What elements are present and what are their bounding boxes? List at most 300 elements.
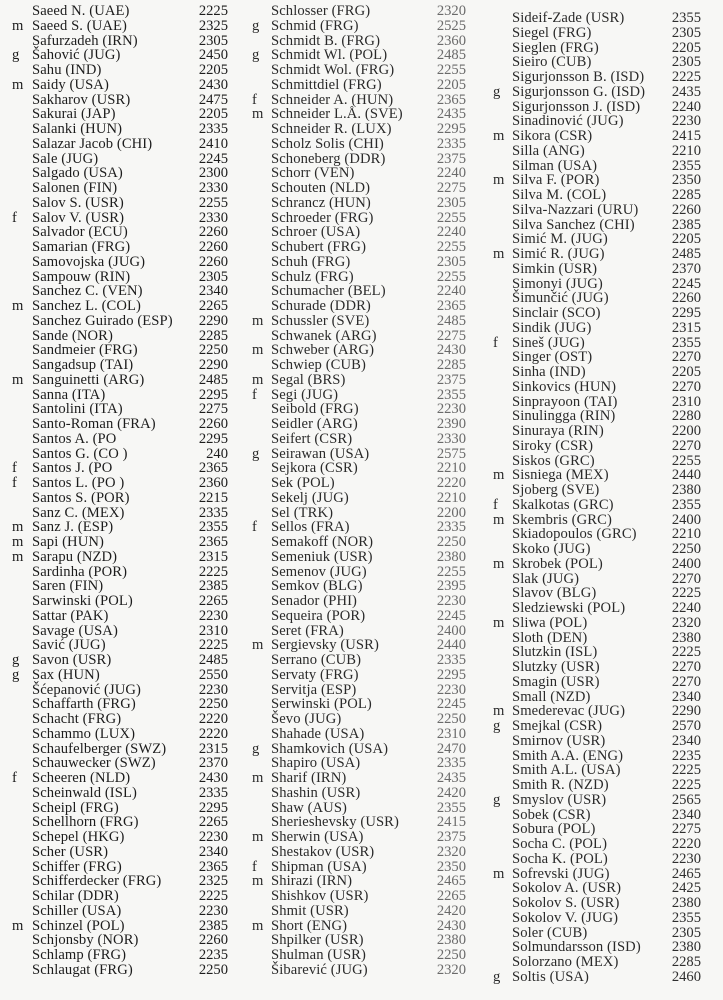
player-rating: 2230	[198, 607, 228, 624]
player-row	[12, 491, 232, 506]
player-name: Sliwa (POL)	[512, 614, 588, 631]
player-rating: 2250	[198, 696, 228, 713]
player-name: Sanguinetti (ARG)	[32, 371, 145, 388]
player-row	[12, 742, 232, 757]
player-name: Schlosser (FRG)	[271, 3, 371, 19]
player-rating: 2410	[198, 135, 228, 152]
title-mark: m	[12, 519, 24, 536]
title-mark: f	[12, 475, 17, 491]
player-rating: 2360	[436, 32, 466, 49]
player-name: Schiffer (FRG)	[32, 858, 122, 875]
player-rating: 2425	[671, 880, 701, 897]
player-row	[252, 48, 470, 63]
player-name: Semakoff (NOR)	[271, 534, 374, 550]
player-row	[493, 778, 711, 793]
player-rating: 2205	[436, 76, 466, 93]
title-mark: f	[252, 91, 257, 108]
player-rating: 2205	[671, 364, 701, 380]
title-mark: m	[252, 637, 264, 654]
player-row	[493, 793, 711, 808]
player-row	[493, 631, 711, 646]
player-name: Smagin (USR)	[512, 673, 600, 690]
title-mark: m	[493, 865, 505, 882]
player-name: Salov S. (USR)	[32, 194, 124, 211]
player-name: Saeed N. (UAE)	[32, 3, 130, 19]
player-row	[252, 461, 470, 476]
player-row	[493, 262, 711, 277]
player-row	[12, 638, 232, 653]
player-rating: 2275	[198, 401, 228, 418]
player-rating: 2245	[436, 696, 466, 713]
player-name: Shmit (USR)	[271, 902, 349, 919]
player-name: Sokolov S. (USR)	[512, 895, 620, 911]
player-name: Skiadopoulos (GRC)	[512, 526, 637, 543]
player-rating: 2320	[436, 961, 466, 978]
title-mark: m	[252, 829, 264, 845]
player-name: Slak (JUG)	[512, 570, 580, 587]
player-name: Sloth (DEN)	[512, 629, 588, 646]
player-rating: 2225	[671, 777, 701, 793]
player-name: Siegel (FRG)	[512, 24, 592, 41]
player-name: Schuh (FRG)	[271, 253, 351, 270]
player-name: Skalkotas (GRC)	[512, 496, 614, 513]
player-rating: 2365	[198, 460, 228, 477]
player-rating: 2255	[436, 563, 466, 580]
player-row	[12, 668, 232, 683]
player-rating: 2280	[671, 408, 701, 425]
player-rating: 2285	[671, 187, 701, 203]
player-row	[252, 506, 470, 521]
player-name: Simić M. (JUG)	[512, 231, 608, 248]
player-rating: 2290	[198, 357, 228, 373]
player-rating: 2430	[198, 76, 228, 93]
player-name: Scheinwald (ISL)	[32, 784, 137, 801]
player-rating: 2385	[198, 917, 228, 934]
player-rating: 2300	[198, 165, 228, 182]
player-row	[252, 727, 470, 742]
player-name: Shestakov (USR)	[271, 843, 375, 860]
player-rating: 2370	[671, 260, 701, 277]
player-row	[493, 306, 711, 321]
player-name: Sarapu (NZD)	[32, 548, 118, 565]
player-row	[493, 203, 711, 218]
player-name: Schmidt Wl. (POL)	[271, 47, 388, 64]
player-row	[493, 896, 711, 911]
player-rating: 2315	[198, 548, 228, 565]
player-row	[12, 78, 232, 93]
player-rating: 2380	[671, 629, 701, 646]
player-row	[12, 594, 232, 609]
player-name: Schumacher (BEL)	[271, 283, 386, 300]
player-row	[493, 527, 711, 542]
player-name: Socha K. (POL)	[512, 850, 608, 867]
player-rating: 2210	[436, 460, 466, 477]
player-name: Santos S. (POR)	[32, 489, 130, 506]
player-name: Sjoberg (SVE)	[512, 482, 600, 498]
player-name: Šćepanović (JUG)	[32, 681, 141, 698]
player-row	[12, 771, 232, 786]
player-row	[12, 284, 232, 299]
player-name: Seifert (CSR)	[271, 430, 353, 447]
player-name: Sinulingga (RIN)	[512, 408, 616, 425]
player-row	[252, 683, 470, 698]
player-name: Sanchez L. (COL)	[32, 298, 141, 314]
title-mark: m	[12, 76, 24, 93]
player-rating: 2305	[671, 54, 701, 71]
player-name: Sarwinski (POL)	[32, 593, 133, 609]
player-name: Skrobek (POL)	[512, 555, 603, 572]
player-name: Semeniuk (USR)	[271, 548, 373, 565]
player-rating: 2400	[671, 555, 701, 572]
player-row	[252, 255, 470, 270]
title-mark: m	[493, 246, 505, 262]
player-name: Savić (JUG)	[32, 637, 106, 654]
player-rating: 2230	[671, 850, 701, 867]
player-rating: 2250	[198, 961, 228, 978]
player-rating: 2380	[671, 482, 701, 498]
player-name: Sardinha (POR)	[32, 563, 128, 580]
player-name: Sofrevski (JUG)	[512, 865, 610, 882]
player-row	[493, 645, 711, 660]
player-row	[252, 933, 470, 948]
player-name: Slavov (BLG)	[512, 585, 597, 602]
player-row	[12, 845, 232, 860]
player-rating: 2350	[436, 858, 466, 875]
player-rating: 2335	[198, 504, 228, 521]
player-row	[252, 284, 470, 299]
player-rating: 2525	[436, 17, 466, 34]
player-name: Simkin (USR)	[512, 260, 598, 277]
player-row	[252, 550, 470, 565]
player-rating: 2485	[436, 312, 466, 329]
player-row	[12, 506, 232, 521]
player-rating: 2485	[198, 652, 228, 668]
player-row	[252, 329, 470, 344]
player-rating: 2440	[436, 637, 466, 654]
title-mark: g	[252, 445, 260, 462]
player-row	[12, 107, 232, 122]
title-mark: f	[12, 770, 17, 786]
player-rating: 2245	[436, 607, 466, 624]
player-name: Sledziewski (POL)	[512, 600, 626, 616]
player-row	[252, 432, 470, 447]
player-row	[12, 93, 232, 108]
player-rating: 2270	[671, 673, 701, 690]
title-mark: m	[252, 770, 264, 786]
player-row	[493, 955, 711, 970]
player-row	[252, 225, 470, 240]
player-name: Servaty (FRG)	[271, 666, 359, 683]
player-rating: 2310	[436, 725, 466, 742]
player-rating: 2335	[198, 121, 228, 137]
title-mark: f	[493, 334, 498, 351]
player-row	[252, 402, 470, 417]
player-row	[252, 211, 470, 226]
player-name: Segi (JUG)	[271, 386, 339, 403]
player-row	[493, 852, 711, 867]
title-mark: f	[252, 386, 257, 403]
player-rating: 2380	[671, 895, 701, 911]
player-rating: 2220	[436, 475, 466, 491]
player-row	[252, 137, 470, 152]
player-row	[252, 417, 470, 432]
player-rating: 2295	[671, 305, 701, 321]
player-rating: 2320	[436, 3, 466, 19]
player-row	[493, 218, 711, 233]
player-row	[252, 786, 470, 801]
player-row	[12, 874, 232, 889]
player-name: Sokolov A. (USR)	[512, 880, 622, 897]
player-rating: 2240	[436, 283, 466, 300]
player-row	[12, 181, 232, 196]
player-rating: 2285	[671, 954, 701, 970]
player-name: Schmittdiel (FRG)	[271, 76, 382, 93]
player-row	[12, 712, 232, 727]
player-rating: 2365	[198, 858, 228, 875]
player-row	[493, 690, 711, 705]
player-row	[12, 609, 232, 624]
player-name: Sinuraya (RIN)	[512, 423, 604, 439]
player-rating: 2245	[671, 275, 701, 292]
title-mark: m	[493, 614, 505, 631]
player-row	[493, 881, 711, 896]
player-row	[493, 114, 711, 129]
player-row	[252, 388, 470, 403]
column-2	[252, 4, 470, 978]
player-name: Safurzadeh (IRN)	[32, 32, 138, 49]
title-mark: g	[493, 83, 501, 100]
player-name: Smith A.L. (USA)	[512, 762, 621, 779]
title-mark: g	[493, 968, 501, 985]
player-name: Salgado (USA)	[32, 165, 123, 182]
player-name: Sigurjonsson G. (ISD)	[512, 83, 646, 100]
player-rating: 2315	[671, 319, 701, 336]
player-rating: 2420	[436, 784, 466, 801]
player-name: Seidler (ARG)	[271, 416, 358, 432]
player-row	[12, 299, 232, 314]
player-rating: 2220	[671, 836, 701, 852]
player-name: Skoko (JUG)	[512, 541, 591, 557]
title-mark: m	[252, 342, 264, 359]
player-name: Sobura (POL)	[512, 821, 596, 838]
player-rating: 2265	[198, 298, 228, 314]
player-rating: 2365	[436, 91, 466, 108]
player-rating: 2310	[198, 622, 228, 639]
player-row	[12, 122, 232, 137]
player-row	[493, 41, 711, 56]
player-rating: 2250	[436, 534, 466, 550]
player-name: Semenov (JUG)	[271, 563, 367, 580]
player-name: Samarian (FRG)	[32, 239, 131, 255]
player-name: Sandmeier (FRG)	[32, 342, 138, 359]
player-name: Smith R. (NZD)	[512, 777, 609, 793]
player-name: Sande (NOR)	[32, 327, 113, 344]
player-name: Salvador (ECU)	[32, 224, 128, 241]
player-row	[493, 867, 711, 882]
player-name: Schaufelberger (SWZ)	[32, 740, 167, 757]
player-name: Sanchez C. (VEN)	[32, 283, 143, 300]
player-name: Sineš (JUG)	[512, 334, 585, 351]
player-row	[252, 373, 470, 388]
player-rating: 2255	[436, 209, 466, 226]
player-name: Sattar (PAK)	[32, 607, 109, 624]
player-rating: 2200	[436, 504, 466, 521]
player-row	[252, 919, 470, 934]
player-name: Sale (JUG)	[32, 150, 99, 167]
player-row	[12, 225, 232, 240]
player-name: Silva Sanchez (CHI)	[512, 216, 635, 233]
player-name: Schaffarth (FRG)	[32, 696, 136, 713]
player-row	[493, 572, 711, 587]
player-name: Schouten (NLD)	[271, 180, 371, 196]
player-name: Sharif (IRN)	[271, 770, 347, 786]
player-rating: 2210	[671, 142, 701, 159]
player-rating: 2360	[198, 475, 228, 491]
player-row	[493, 513, 711, 528]
player-name: Schjonsby (NOR)	[32, 932, 139, 949]
player-row	[493, 439, 711, 454]
player-rating: 2305	[198, 268, 228, 285]
player-rating: 2435	[671, 83, 701, 100]
player-name: Smirnov (USR)	[512, 732, 606, 749]
player-name: Sinprayoon (TAI)	[512, 393, 618, 410]
player-rating: 2365	[436, 298, 466, 314]
player-name: Scheeren (NLD)	[32, 770, 131, 786]
player-rating: 2430	[198, 770, 228, 786]
player-name: Schacht (FRG)	[32, 711, 122, 727]
player-rating: 2255	[436, 239, 466, 255]
title-mark: f	[252, 519, 257, 536]
player-rating: 2210	[436, 489, 466, 506]
player-rating: 2230	[436, 401, 466, 418]
player-rating: 2320	[671, 614, 701, 631]
player-name: Schneider A. (HUN)	[271, 91, 394, 108]
player-name: Simić R. (JUG)	[512, 246, 605, 262]
player-rating: 2335	[436, 519, 466, 536]
player-row	[493, 542, 711, 557]
player-rating: 2355	[436, 799, 466, 816]
title-mark: g	[12, 666, 20, 683]
player-row	[493, 808, 711, 823]
player-rating: 2305	[436, 194, 466, 211]
player-row	[12, 329, 232, 344]
player-rating: 2330	[436, 430, 466, 447]
player-row	[252, 240, 470, 255]
player-name: Schurade (DDR)	[271, 298, 371, 314]
player-rating: 2305	[671, 24, 701, 41]
column-3	[493, 11, 711, 985]
player-row	[493, 557, 711, 572]
player-row	[252, 34, 470, 49]
player-row	[12, 196, 232, 211]
player-row	[12, 948, 232, 963]
player-name: Sanchez Guirado (ESP)	[32, 312, 173, 329]
player-row	[252, 904, 470, 919]
player-name: Shamkovich (USA)	[271, 740, 389, 757]
player-name: Sinclair (SCO)	[512, 305, 601, 321]
player-rating: 2225	[671, 69, 701, 85]
player-rating: 2205	[198, 106, 228, 123]
player-name: Schmidt Wol. (FRG)	[271, 62, 395, 78]
player-name: Savage (USA)	[32, 622, 118, 639]
player-row	[493, 350, 711, 365]
player-row	[493, 100, 711, 115]
player-rating: 2265	[436, 888, 466, 904]
player-name: Schifferdecker (FRG)	[32, 873, 162, 890]
player-row	[493, 970, 711, 985]
player-rating: 2295	[198, 430, 228, 447]
player-name: Schlamp (FRG)	[32, 947, 127, 963]
player-row	[252, 742, 470, 757]
player-rating: 2355	[671, 909, 701, 926]
title-mark: g	[252, 740, 260, 757]
title-mark: g	[252, 47, 260, 64]
player-name: Schussler (SVE)	[271, 312, 370, 329]
player-rating: 2305	[671, 924, 701, 941]
player-row	[12, 447, 232, 462]
player-row	[252, 93, 470, 108]
player-row	[12, 152, 232, 167]
player-rating: 2375	[436, 150, 466, 167]
player-row	[493, 70, 711, 85]
player-rating: 2290	[198, 312, 228, 329]
title-mark: f	[12, 209, 17, 226]
player-row	[12, 624, 232, 639]
player-row	[252, 830, 470, 845]
player-rating: 2220	[198, 725, 228, 742]
player-row	[252, 122, 470, 137]
player-row	[12, 270, 232, 285]
player-rating: 2230	[671, 113, 701, 130]
player-row	[12, 756, 232, 771]
player-row	[493, 719, 711, 734]
player-row	[252, 771, 470, 786]
player-rating: 2575	[436, 445, 466, 462]
title-mark: g	[493, 718, 501, 734]
player-name: Sieiro (CUB)	[512, 54, 592, 71]
player-rating: 2240	[671, 600, 701, 616]
player-rating: 2350	[671, 172, 701, 189]
player-rating: 2395	[436, 578, 466, 595]
player-row	[12, 19, 232, 34]
player-name: Sikora (CSR)	[512, 128, 593, 144]
player-name: Shishkov (USR)	[271, 888, 369, 904]
player-row	[493, 232, 711, 247]
player-rating: 2355	[671, 334, 701, 351]
player-name: Sanz J. (ESP)	[32, 519, 114, 536]
player-row	[252, 78, 470, 93]
player-rating: 2230	[436, 593, 466, 609]
player-name: Schulz (FRG)	[271, 268, 354, 285]
title-mark: g	[12, 47, 20, 64]
player-rating: 2260	[198, 416, 228, 432]
player-row	[252, 63, 470, 78]
player-row	[493, 365, 711, 380]
player-row	[12, 240, 232, 255]
player-row	[252, 343, 470, 358]
player-name: Sinha (IND)	[512, 364, 586, 380]
player-row	[493, 55, 711, 70]
player-name: Smederevac (JUG)	[512, 703, 626, 720]
player-name: Slutzky (USR)	[512, 659, 600, 675]
player-row	[252, 152, 470, 167]
player-row	[252, 447, 470, 462]
player-name: Sideif-Zade (USR)	[512, 10, 625, 26]
player-name: Solmundarsson (ISD)	[512, 939, 641, 956]
player-name: Sax (HUN)	[32, 666, 100, 683]
player-name: Shulman (USR)	[271, 947, 366, 963]
player-row	[252, 801, 470, 816]
